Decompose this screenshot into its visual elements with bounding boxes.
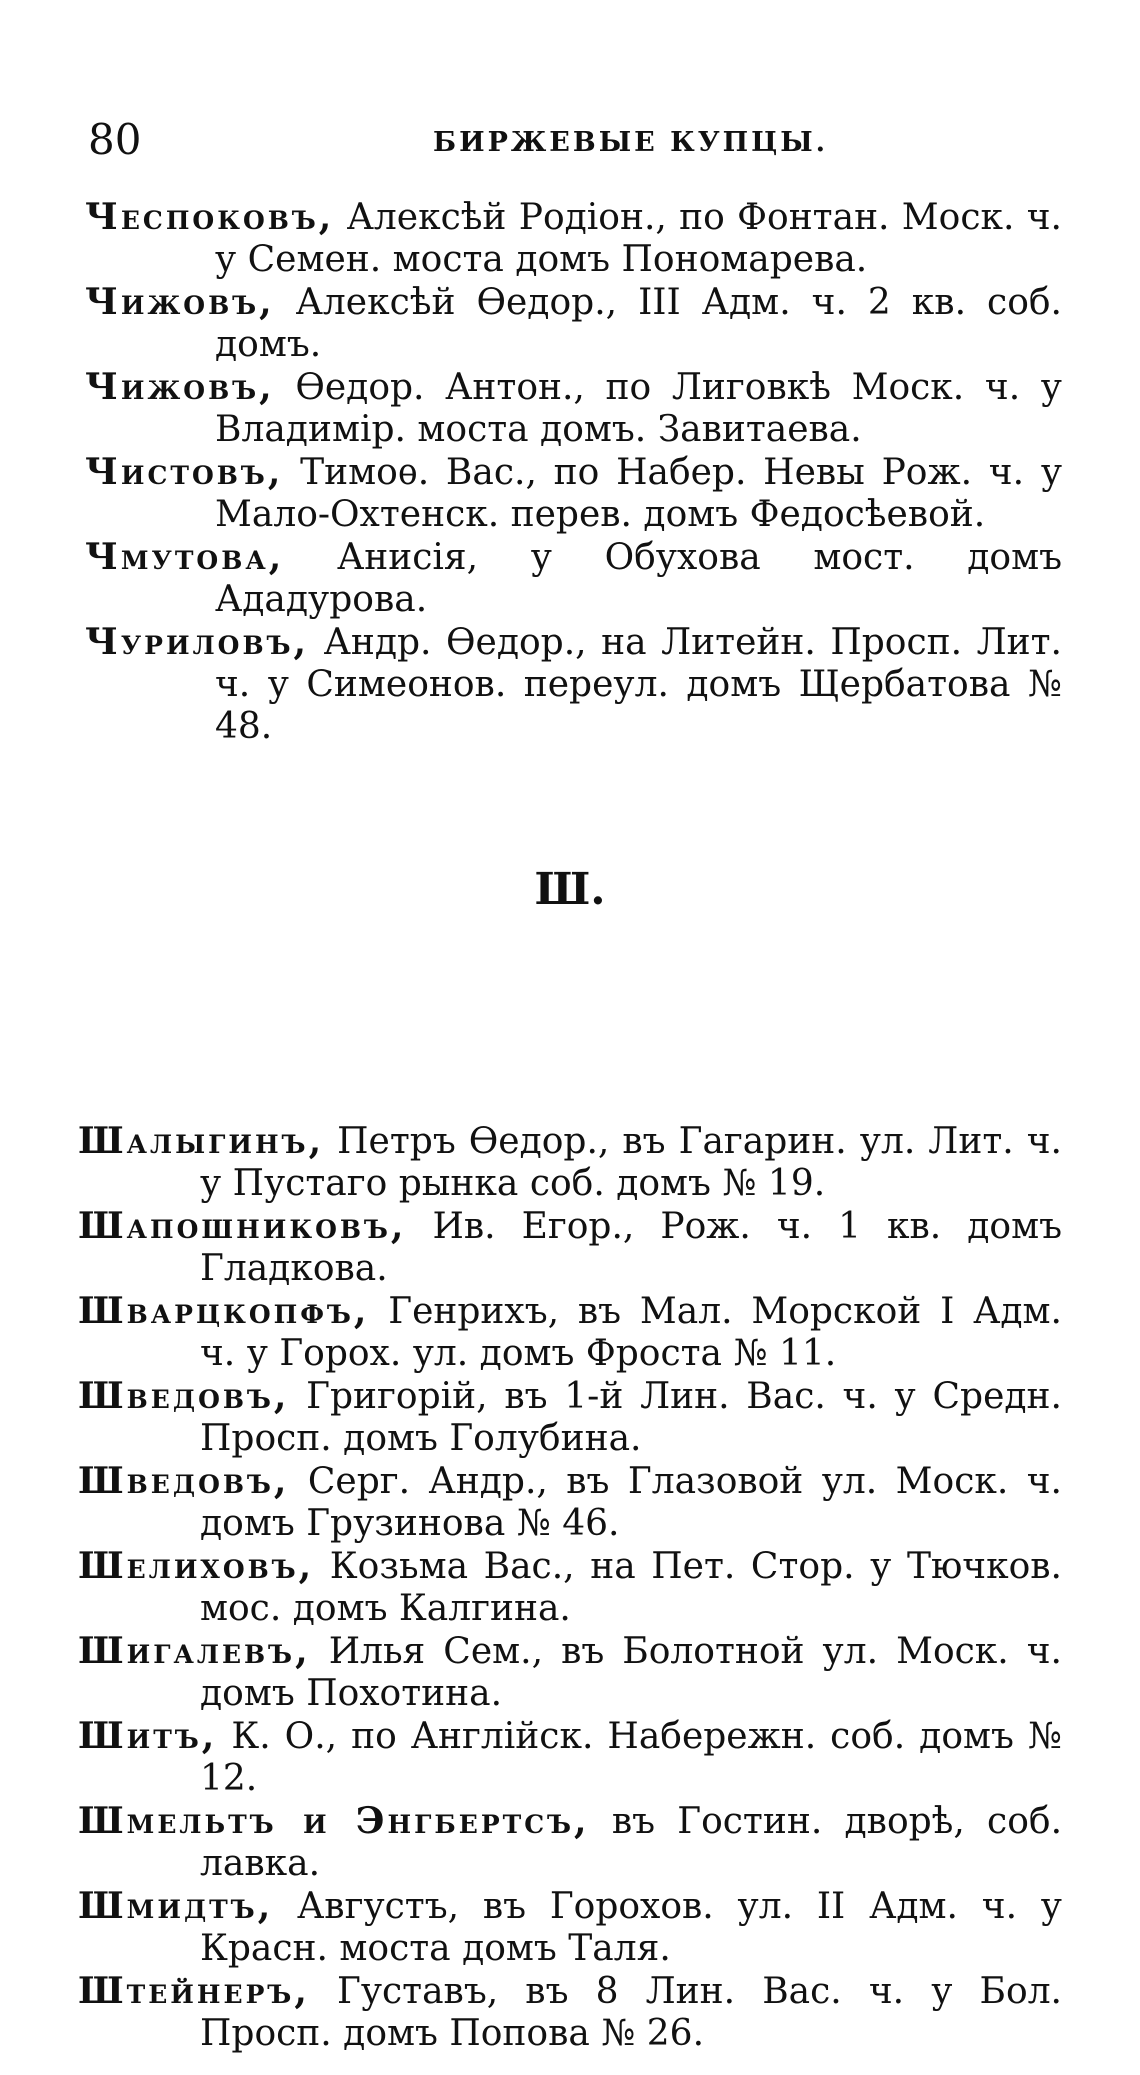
entry-surname: Шитъ,	[78, 1715, 218, 1757]
running-title: БИРЖЕВЫЕ КУПЦЫ.	[433, 127, 829, 158]
entry-text: Ив. Егор., Рож. ч. 1 кв. домъ Гладкова.	[200, 1206, 1062, 1289]
entry-surname: Чуриловъ,	[85, 621, 310, 663]
directory-entry	[0, 1120, 1062, 1205]
entry-surname: Шелиховъ,	[78, 1545, 315, 1587]
directory-entry	[0, 281, 1062, 366]
entry-text: Илья Сем., въ Болотной ул. Моск. ч. домъ Похотина.	[200, 1631, 1062, 1714]
page-number: 80	[88, 115, 142, 164]
entry-text: К. О., по Англійск. Набережн. соб. домъ № 12.	[200, 1716, 1062, 1799]
entry-text: Густавъ, въ 8 Лин. Вас. ч. у Бол. Просп. домъ Попова № 26.	[200, 1971, 1063, 2054]
entry-text: Григорій, въ 1-й Лин. Вас. ч. у Средн. Просп. домъ Голубина.	[200, 1376, 1062, 1459]
entry-surname: Чеспоковъ,	[85, 196, 335, 238]
directory-entry	[0, 1545, 1062, 1630]
directory-entry	[0, 1885, 1062, 1970]
directory-entry	[0, 621, 1062, 748]
entry-surname: Чижовъ,	[85, 366, 275, 408]
directory-entry	[0, 1290, 1062, 1375]
entry-text: Генрихъ, въ Мал. Морской I Адм. ч. у Горох. ул. домъ Фроста № 11.	[200, 1291, 1062, 1374]
directory-entry	[0, 1375, 1062, 1460]
entry-surname: Чмутова,	[85, 536, 285, 578]
directory-entry	[0, 1630, 1062, 1715]
section-ch-entries	[0, 196, 1140, 748]
entry-surname: Шалыгинъ,	[78, 1120, 325, 1162]
entry-text: Тимоѳ. Вас., по Набер. Невы Рож. ч. у Мало-Охтенск. перев. домъ Федосѣевой.	[215, 452, 1062, 535]
entry-text: Ѳедор. Антон., по Лиговкѣ Моск. ч. у Владимір. моста домъ. Завитаева.	[215, 367, 1062, 450]
entry-text: въ Гостин. дворѣ, соб. лавка.	[200, 1801, 1063, 1884]
entry-text: Августъ, въ Горохов. ул. II Адм. ч. у Красн. моста домъ Таля.	[200, 1886, 1062, 1969]
entry-text: Козьма Вас., на Пет. Стор. у Тючков. мос. домъ Калгина.	[200, 1546, 1062, 1629]
entry-text: Серг. Андр., въ Глазовой ул. Моск. ч. домъ Грузинова № 46.	[200, 1461, 1062, 1544]
entry-surname: Шмидтъ,	[78, 1885, 274, 1927]
entry-surname: Штейнеръ,	[78, 1970, 310, 2012]
directory-entry	[0, 1205, 1062, 1290]
entry-surname: Шигалевъ,	[78, 1630, 311, 1672]
page-header	[88, 110, 1078, 170]
entry-surname: Шведовъ,	[78, 1375, 290, 1417]
entry-surname: Шведовъ,	[78, 1460, 290, 1502]
directory-entry	[0, 1715, 1062, 1800]
entry-surname: Чижовъ,	[85, 281, 275, 323]
section-sh-entries	[0, 1120, 1140, 2055]
entry-surname: Чистовъ,	[85, 451, 284, 493]
letter-heading: Ш.	[534, 864, 606, 915]
directory-entry	[0, 1460, 1062, 1545]
entry-text: Алексѣй Ѳедор., III Адм. ч. 2 кв. соб. домъ.	[215, 282, 1062, 365]
entry-text: Алексѣй Родіон., по Фонтан. Моск. ч. у Семен. моста домъ Пономарева.	[215, 197, 1062, 280]
directory-entry	[0, 1800, 1062, 1885]
entry-surname: Шмельтъ и Энгбертсъ,	[78, 1800, 590, 1842]
directory-entry	[0, 366, 1062, 451]
entry-text: Андр. Ѳедор., на Литейн. Просп. Лит. ч. у Симеонов. переул. домъ Щербатова № 48.	[215, 622, 1062, 747]
entry-surname: Шварцкопфъ,	[78, 1290, 370, 1332]
directory-entry	[0, 536, 1062, 621]
directory-entry	[0, 1970, 1062, 2055]
entry-surname: Шапошниковъ,	[78, 1205, 407, 1247]
entry-text: Петръ Ѳедор., въ Гагарин. ул. Лит. ч. у Пустаго рынка соб. домъ № 19.	[200, 1121, 1062, 1204]
entry-text: Анисія, у Обухова мост. домъ Ададурова.	[215, 537, 1062, 620]
directory-entry	[0, 451, 1062, 536]
directory-entry	[0, 196, 1062, 281]
